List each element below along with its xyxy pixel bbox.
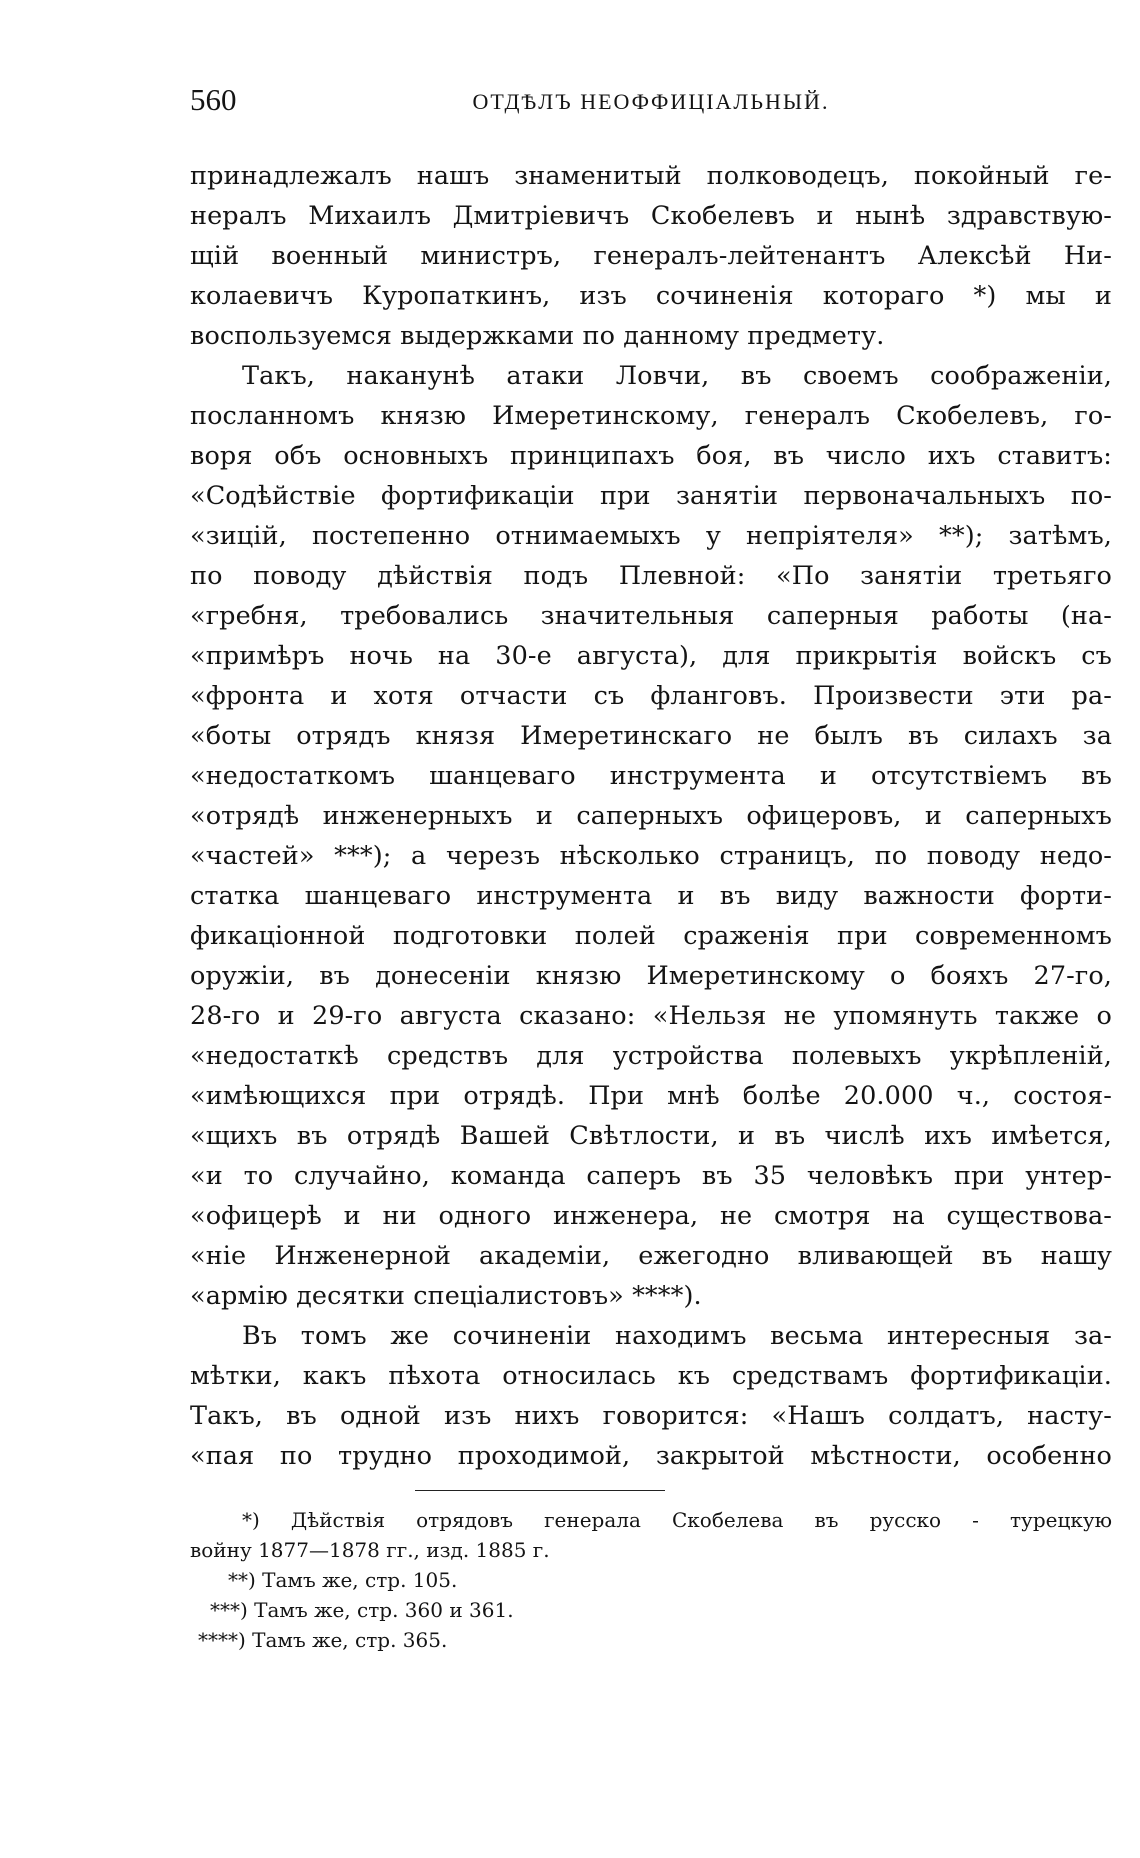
text-line: оружіи, въ донесеніи князю Имеретинскому о бояхъ 27-го, <box>190 961 1112 991</box>
text-line: «офицерѣ и ни одного инженера, не смотря на существова- <box>190 1201 1112 1231</box>
text-line: «щихъ въ отрядѣ Вашей Свѣтлости, и въ числѣ ихъ имѣется, <box>190 1121 1112 1151</box>
text-line: «армію десятки спеціалистовъ» ****). <box>190 1281 702 1311</box>
text-line: «недостаткѣ средствъ для устройства полевыхъ укрѣпленій, <box>190 1041 1112 1071</box>
text-line: 28-го и 29-го августа сказано: «Нельзя не упомянуть также о <box>190 1001 1112 1031</box>
text-line: Такъ, въ одной изъ нихъ говорится: «Нашъ солдатъ, насту- <box>190 1401 1112 1431</box>
book-page <box>190 80 1112 1655</box>
footnote-divider <box>415 1490 665 1491</box>
text-line: «отрядѣ инженерныхъ и саперныхъ офицеровъ, и саперныхъ <box>190 801 1112 831</box>
text-line: нералъ Михаилъ Дмитріевичъ Скобелевъ и нынѣ здравствую- <box>190 201 1112 231</box>
text-line: посланномъ князю Имеретинскому, генералъ Скобелевъ, го- <box>190 401 1112 431</box>
footnote-line: войну 1877—1878 гг., изд. 1885 г. <box>190 1538 550 1562</box>
footnotes <box>190 1505 1112 1655</box>
text-line: щій военный министръ, генералъ-лейтенантъ Алексѣй Ни- <box>190 241 1112 271</box>
text-line: «пая по трудно проходимой, закрытой мѣстности, особенно <box>190 1441 1112 1471</box>
text-line: «имѣющихся при отрядѣ. При мнѣ болѣе 20.000 ч., состоя- <box>190 1081 1112 1111</box>
page-number: 560 <box>190 82 237 117</box>
paragraph-start-line: Въ томъ же сочиненіи находимъ весьма интересныя за- <box>242 1321 1112 1351</box>
text-line: «Содѣйствіе фортификаціи при занятіи первоначальныхъ по- <box>190 481 1112 511</box>
text-line: «зицій, постепенно отнимаемыхъ у непріятеля» **); затѣмъ, <box>190 521 1112 551</box>
text-line: воспользуемся выдержками по данному предмету. <box>190 321 885 351</box>
text-line: «и то случайно, команда саперъ въ 35 человѣкъ при унтер- <box>190 1161 1112 1191</box>
running-head: ОТДѢЛЪ НЕОФФИЦІАЛЬНЫЙ. <box>472 89 830 114</box>
footnote-line: **) Тамъ же, стр. 105. <box>228 1568 458 1592</box>
body-text <box>190 156 1112 1476</box>
text-line: «недостаткомъ шанцеваго инструмента и отсутствіемъ въ <box>190 761 1112 791</box>
text-line: статка шанцеваго инструмента и въ виду важности форти- <box>190 881 1112 911</box>
text-line: колаевичъ Куропаткинъ, изъ сочиненія котораго *) мы и <box>190 281 1112 311</box>
paragraph-start-line: Такъ, наканунѣ атаки Ловчи, въ своемъ соображеніи, <box>242 361 1112 391</box>
text-line: «примѣръ ночь на 30-е августа), для прикрытія войскъ съ <box>190 641 1112 671</box>
text-line: мѣтки, какъ пѣхота относилась къ средствамъ фортификаціи. <box>190 1361 1112 1391</box>
text-line: «фронта и хотя отчасти съ фланговъ. Произвести эти ра- <box>190 681 1112 711</box>
text-line: по поводу дѣйствія подъ Плевной: «По занятіи третьяго <box>190 561 1112 591</box>
text-line: «частей» ***); а черезъ нѣсколько страницъ, по поводу недо- <box>190 841 1112 871</box>
footnote-line: *) Дѣйствія отрядовъ генерала Скобелева въ русско - турецкую <box>242 1508 1112 1532</box>
text-line: «ніе Инженерной академіи, ежегодно вливающей въ нашу <box>190 1241 1112 1271</box>
text-line: «боты отрядъ князя Имеретинскаго не былъ въ силахъ за <box>190 721 1112 751</box>
text-line: принадлежалъ нашъ знаменитый полководецъ, покойный ге- <box>190 161 1112 191</box>
text-line: фикаціонной подготовки полей сраженія при современномъ <box>190 921 1112 951</box>
footnote-line: ***) Тамъ же, стр. 360 и 361. <box>210 1598 514 1622</box>
text-line: «гребня, требовались значительныя саперныя работы (на- <box>190 601 1112 631</box>
text-line: воря объ основныхъ принципахъ боя, въ число ихъ ставитъ: <box>190 441 1112 471</box>
page-header <box>190 80 1112 130</box>
footnote-line: ****) Тамъ же, стр. 365. <box>198 1628 448 1652</box>
